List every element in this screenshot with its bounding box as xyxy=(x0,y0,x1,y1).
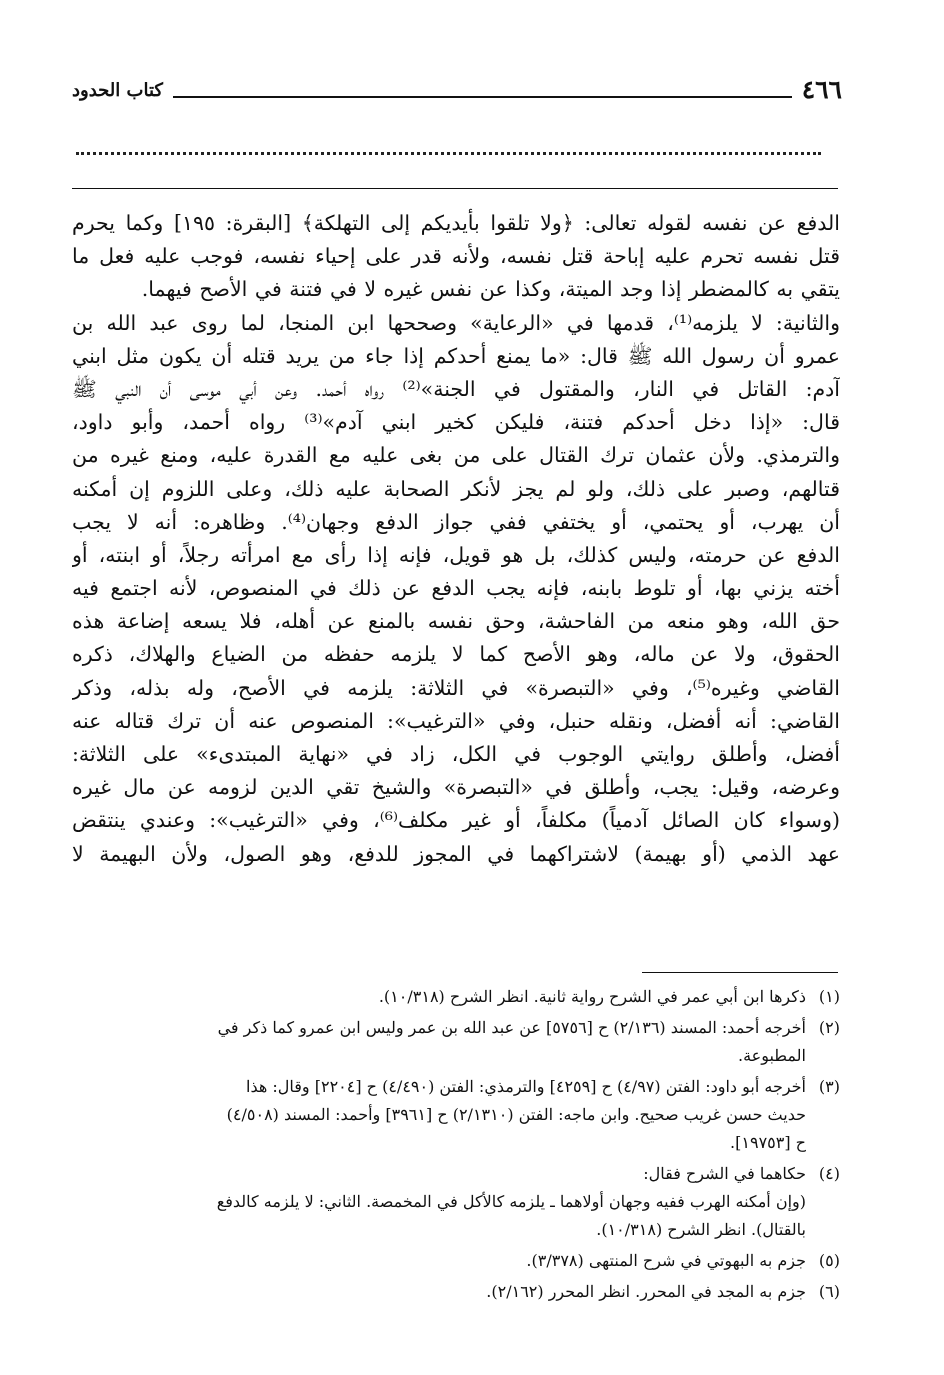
footnote xyxy=(72,1278,840,1306)
footnote-number: (٤) xyxy=(818,1164,840,1183)
book-title: كتاب الحدود xyxy=(72,80,163,101)
footnote-text xyxy=(72,1014,806,1070)
text-line: والترمذي. ولأن عثمان ترك القتال على من بغى عليه مع القدرة عليه، ومنع غيره من xyxy=(72,443,840,468)
footnote-number: (٦) xyxy=(818,1282,840,1301)
text-line: والثانية: لا يلزمه⁽¹⁾، قدمها في «الرعاية» وصححها ابن المنجا، لما روى عبد الله بن xyxy=(72,310,840,335)
page-number: ٤٦٦ xyxy=(801,75,842,104)
footnote-number: (٢) xyxy=(818,1018,840,1037)
footnote-text xyxy=(72,983,806,1011)
footnote-text xyxy=(72,1247,806,1275)
page-header xyxy=(72,68,842,104)
footnote-line: جزم به المجد في المحرر. انظر المحرر (٢/١٦٢). xyxy=(486,1282,806,1301)
footnote-line: بالقتال). انظر الشرح (١٠/٣١٨). xyxy=(596,1220,806,1239)
footnote-line: حديث حسن غريب صحيح. وابن ماجه: الفتن (٢/١٣١٠) ح [٣٩٦١] وأحمد: المسند (٤/٥٠٨) xyxy=(226,1105,806,1124)
footnote-text xyxy=(72,1278,806,1306)
text-line: عمرو أن رسول الله ﷺ قال: «ما يمنع أحدكم إذا جاء من يريد قتله أن يكون مثل ابني xyxy=(72,343,840,368)
text-line: وعرضه، وقيل: يجب، وأطلق في «التبصرة» والشيخ تقي الدين لزومه عن مال غيره xyxy=(72,775,840,800)
footnotes xyxy=(72,983,840,1309)
text-line: قتل نفسه تحرم عليه إباحة قتل نفسه، ولأنه قدر على إحياء نفسه، فوجب عليه فعل ما xyxy=(72,244,840,269)
footnote xyxy=(72,1073,840,1157)
dotted-separator xyxy=(76,142,821,155)
text-line: القاضي وغيره⁽⁵⁾، وفي «التبصرة» في الثلاثة: يلزمه في الأصح، وله بذله، وذكر xyxy=(72,675,840,700)
footnote-line: حكاهما في الشرح فقال: xyxy=(643,1164,806,1183)
footnote-line: أخرجه أبو داود: الفتن (٤/٩٧) ح [٤٢٥٩] والترمذي: الفتن (٤/٤٩٠) ح [٢٢٠٤] وقال: هذا xyxy=(246,1077,806,1096)
text-line: آدم: القاتل في النار، والمقتول في الجنة»⁽²⁾ رواه أحمد. وعن أبي موسى أن النبي ﷺ xyxy=(72,376,840,401)
footnote-line: ذكرها ابن أبي عمر في الشرح رواية ثانية. انظر الشرح (١٠/٣١٨). xyxy=(378,987,806,1006)
footnote-line: (وإن أمكنه الهرب ففيه وجهان أولاهما ـ يلزمه كالأكل في المخمصة. الثاني: لا يلزمه كالدفع xyxy=(216,1192,806,1211)
footnote-number: (٣) xyxy=(818,1077,840,1096)
footnote xyxy=(72,1014,840,1070)
footnote-text xyxy=(72,1160,806,1244)
footnote-line: جزم به البهوتي في شرح المنتهى (٣/٣٧٨). xyxy=(526,1251,806,1270)
text-line: الدفع عن نفسه لقوله تعالى: ﴿ولا تلقوا بأيديكم إلى التهلكة﴾ [البقرة: ١٩٥] وكما يحرم xyxy=(72,211,840,235)
text-line: أفضل، وأطلق روايتي الوجوب في الكل، زاد في «نهاية المبتدىء» على الثلاثة: xyxy=(72,742,840,766)
footnote-line: المطبوعة. xyxy=(738,1046,806,1065)
footnote xyxy=(72,983,840,1011)
text-line: حق الله، وهو منعه من الفاحشة، وحق نفسه بالمنع عن أهله، فلا يسعه إضاعة هذه xyxy=(72,609,840,634)
footnote-number: (٥) xyxy=(818,1251,840,1270)
text-line: (وسواء كان الصائل آدمياً) مكلفاً، أو غير مكلف⁽⁶⁾، وفي «الترغيب»: وعندي ينتقض xyxy=(72,808,840,833)
main-text xyxy=(72,207,840,871)
text-line: أخته يزني بها، أو تلوط بابنه، فإنه يجب الدفع عن ذلك في المنصوص، لأنه اجتمع فيه xyxy=(72,576,840,601)
footnote-text xyxy=(72,1073,806,1157)
text-line: قتالهم، وصبر على ذلك، ولو لم يجز لأنكر الصحابة عليه ذلك، وعلى اللزوم إن أمكنه xyxy=(72,476,840,501)
text-line: قال: «إذا دخل أحدكم فتنة، فليكن كخير ابني آدم»⁽³⁾ رواه أحمد، وأبو داود، xyxy=(72,410,840,435)
text-line: القاضي: أنه أفضل، ونقله حنبل، وفي «الترغيب»: المنصوص عنه أن ترك قتاله عنه xyxy=(72,708,840,733)
header-rule xyxy=(173,96,792,98)
text-line: الدفع عن حرمته، وليس كذلك، بل هو قويل، فإنه إذا رأى مع امرأته رجلاً، أو ابنته، أو xyxy=(72,542,840,567)
text-line: يتقي به كالمضطر إذا وجد الميتة، وكذا عن نفس غيره لا في فتنة في الأصح فيهما. xyxy=(141,277,840,302)
footnote-rule xyxy=(642,972,838,973)
footnote-line: ح [١٩٧٥٣]. xyxy=(730,1133,806,1152)
footnote xyxy=(72,1247,840,1275)
footnote xyxy=(72,1160,840,1244)
footnote-number: (١) xyxy=(818,987,840,1006)
top-rule xyxy=(72,188,838,189)
text-line: أن يهرب، أو يحتمي، أو يختفي ففي جواز الدفع وجهان⁽⁴⁾. وظاهره: أنه لا يجب xyxy=(72,509,840,534)
text-line: عهد الذمي (أو بهيمة) لاشتراكهما في المجوز للدفع، وهو الصول، ولأن البهيمة لا xyxy=(72,841,840,866)
text-line: الحقوق، ولا عن ماله، وهو الأصح كما لا يلزمه حفظه من الضياع والهلاك، ذكره xyxy=(72,642,840,667)
footnote-line: أخرجه أحمد: المسند (٢/١٣٦) ح [٥٧٥٦] عن عبد الله بن عمر وليس ابن عمرو كما ذكر في xyxy=(217,1018,806,1037)
